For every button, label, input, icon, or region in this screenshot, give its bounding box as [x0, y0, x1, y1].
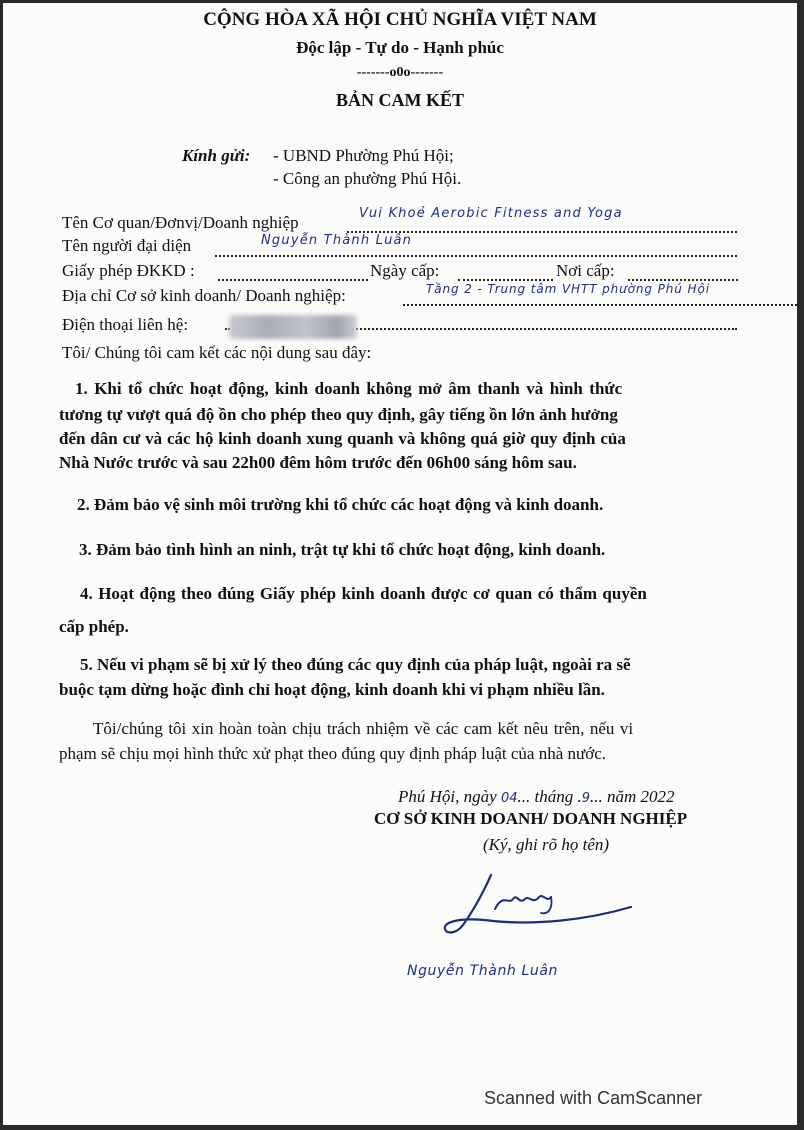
commit-intro: Tôi/ Chúng tôi cam kết các nội dung sau đây: — [62, 343, 372, 362]
license-label: Giấy phép ĐKKD : — [62, 261, 195, 280]
separator: -------o0o------- — [356, 65, 444, 80]
signed-name-handwritten: Nguyễn Thành Luân — [407, 963, 558, 979]
rep-label: Tên người đại diện — [62, 236, 192, 255]
item-5-line-2: buộc tạm dừng hoặc đình chỉ hoạt động, kinh doanh khi vi phạm nhiều lần. — [59, 680, 605, 699]
camscanner-watermark: Scanned with CamScanner — [484, 1088, 703, 1108]
address-label: Địa chỉ Cơ sở kinh doanh/ Doanh nghiệp: — [62, 286, 346, 305]
rep-dotted-line — [215, 255, 737, 257]
document-title: BẢN CAM KẾT — [335, 90, 464, 110]
recipient-line-1: - UBND Phường Phú Hội; — [273, 146, 454, 165]
document-page — [3, 3, 797, 1125]
address-value-handwritten: Tầng 2 - Trung tâm VHTT phường Phú Hội — [426, 282, 710, 296]
item-4-line-2: cấp phép. — [59, 617, 129, 636]
rep-value-handwritten: Nguyễn Thành Luân — [261, 233, 413, 248]
item-5-line-1: 5. Nếu vi phạm sẽ bị xử lý theo đúng các quy định của pháp luật, ngoài ra sẽ — [80, 655, 631, 674]
signature-note: (Ký, ghi rõ họ tên) — [483, 835, 610, 854]
closing-line-1: Tôi/chúng tôi xin hoàn toàn chịu trách nhiệm về các cam kết nêu trên, nếu vi — [93, 719, 634, 738]
item-4-line-1: 4. Hoạt động theo đúng Giấy phép kinh doanh được cơ quan có thẩm quyền — [80, 584, 647, 603]
date-day-handwritten: 04 — [500, 791, 518, 806]
date-place: Phú Hội, ngày — [398, 787, 497, 806]
recipients-label: Kính gửi: — [182, 146, 251, 165]
item-1-line-4: Nhà Nước trước và sau 22h00 đêm hôm trước đến 06h00 sáng hôm sau. — [59, 453, 577, 472]
month-label: tháng — [534, 787, 574, 806]
item-2-line-1: 2. Đảm bảo vệ sinh môi trường khi tổ chức các hoạt động và kinh doanh. — [77, 495, 604, 514]
issue-place-label: Nơi cấp: — [556, 261, 615, 280]
issue-date-label: Ngày cấp: — [370, 261, 440, 280]
date-line: Phú Hội, ngày 04... tháng .9... năm 2022 — [398, 787, 675, 806]
date-month-handwritten: 9 — [581, 791, 590, 806]
handwritten-signature — [433, 863, 633, 943]
year-label: năm 2022 — [607, 787, 675, 806]
org-value-handwritten: Vui Khoẻ Aerobic Fitness and Yoga — [359, 206, 623, 221]
phone-label: Điện thoại liên hệ: — [62, 315, 189, 334]
motto: Độc lập - Tự do - Hạnh phúc — [296, 38, 504, 57]
item-3-line-1: 3. Đảm bảo tình hình an ninh, trật tự khi tổ chức hoạt động, kinh doanh. — [79, 540, 606, 559]
item-1-line-2: tương tự vượt quá độ ồn cho phép theo quy định, gây tiếng ồn lớn ảnh hưởng — [59, 405, 618, 424]
address-dotted-line — [403, 304, 797, 306]
item-1-line-3: đến dân cư và các hộ kinh doanh xung quanh và không quá giờ quy định của — [59, 429, 626, 448]
closing-line-2: phạm sẽ chịu mọi hình thức xử phạt theo đúng quy định pháp luật của nhà nước. — [59, 744, 606, 763]
issue-date-dotted-line — [458, 279, 553, 281]
country-name: CỘNG HÒA XÃ HỘI CHỦ NGHĨA VIỆT NAM — [203, 9, 597, 30]
signatory-role: CƠ SỞ KINH DOANH/ DOANH NGHIỆP — [374, 809, 688, 828]
recipient-line-2: - Công an phường Phú Hội. — [273, 169, 462, 188]
item-1-line-1: 1. Khi tổ chức hoạt động, kinh doanh không mở âm thanh và hình thức — [75, 379, 623, 398]
license-dotted-line — [218, 279, 368, 281]
phone-redacted-blur — [229, 315, 357, 339]
org-label: Tên Cơ quan/Đơnvị/Doanh nghiệp — [62, 213, 299, 232]
issue-place-dotted-line — [628, 279, 738, 281]
